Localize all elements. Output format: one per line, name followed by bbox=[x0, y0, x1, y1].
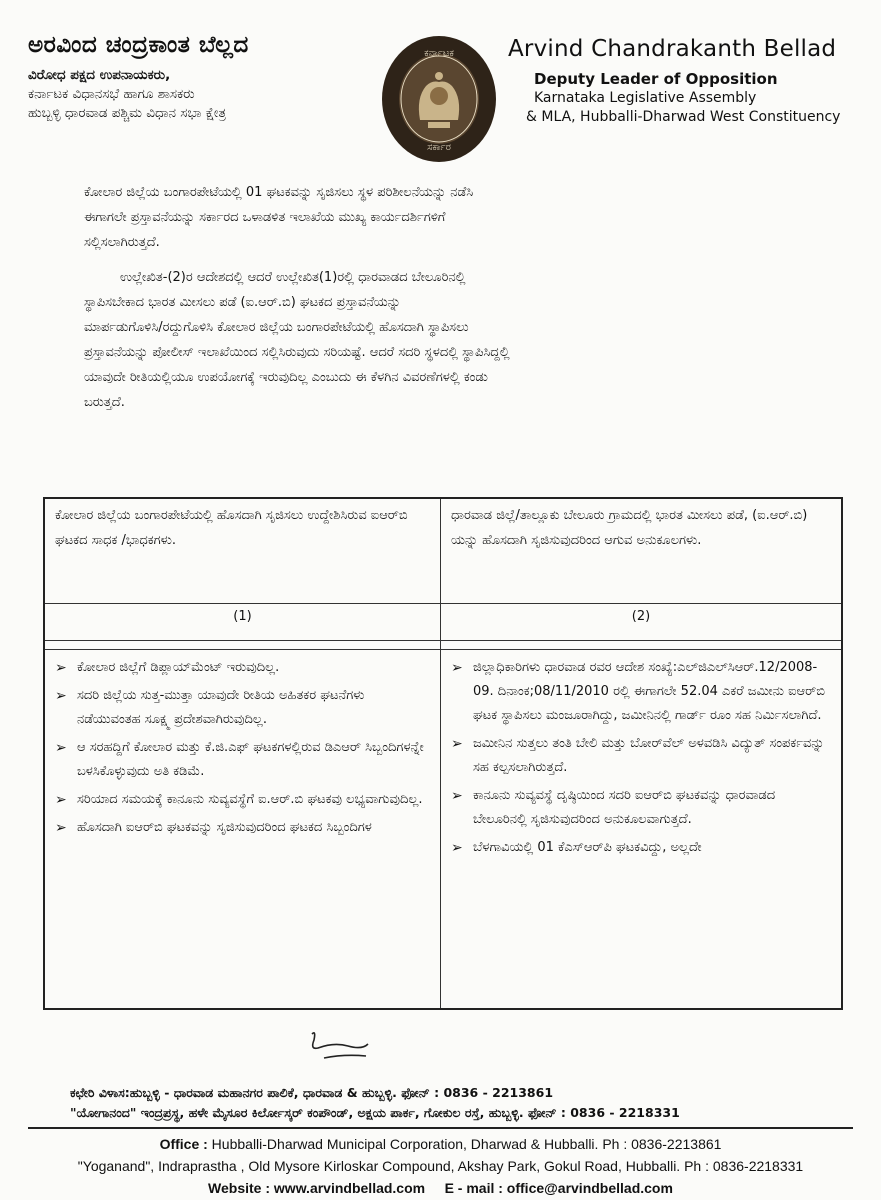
left-points-list bbox=[55, 656, 430, 840]
paragraph-line: ಸಲ್ಲಿಸಲಾಗಿರುತ್ತದೆ. bbox=[84, 235, 160, 250]
bullet-text: ಜಮೀನಿನ ಸುತ್ತಲು ತಂತಿ ಬೇಲಿ ಮತ್ತು ಬೋರ್‌ವೆಲ್ ಅಳವಡಿಸಿ ವಿದ್ಯುತ್ ಸಂಪರ್ಕವನ್ನು ಸಹ ಕಲ್ಪಸಲಾಗಿರುತ್ತದೆ. bbox=[473, 736, 825, 775]
paragraph-line: ಯಾವುದೇ ರೀತಿಯಲ್ಲಿಯೂ ಉಪಯೋಗಕ್ಕೆ ಇರುವುದಿಲ್ಲ ಎಂಬುದು ಈ ಕೆಳಗಿನ ವಿವರಣೆಗಳಲ್ಲಿ ಕಂಡು bbox=[84, 370, 488, 385]
seal-emblem-icon bbox=[382, 36, 496, 162]
paragraph-line: ಪ್ರಸ್ತಾವನೆಯನ್ನು ಪೋಲೀಸ್ ಇಲಾಖೆಯಿಂದ ಸಲ್ಲಿಸಿರುವುದು ಸರಿಯಷ್ಟೆ. ಆದರೆ ಸದರಿ ಸ್ಥಳದಲ್ಲಿ ಸ್ಥಾಪಿಸಿದ್ದಲ್ಲಿ bbox=[84, 345, 510, 360]
footer-divider bbox=[28, 1127, 853, 1129]
residence-address-kannada: "ಯೋಗಾನಂದ" ಇಂದ್ರಪ್ರಸ್ಥ, ಹಳೇ ಮೈಸೂರ ಕಿರ್ಲೋಸ್ಕರ್ ಕಂಪೌಂಡ್, ಅಕ್ಷಯ ಪಾರ್ಕ, ಗೋಕುಲ ರಸ್ತೆ, ಹುಬ್ಬಳ್ಳಿ. ಫೋನ್ : 0836 - 2218331 bbox=[70, 1105, 680, 1120]
table-body-left bbox=[44, 650, 441, 1010]
arrow-bullet-icon: ➢ bbox=[55, 820, 67, 836]
paragraph-line: ಉಲ್ಲೇಖಿತ-(2)ರ ಆದೇಶದಲ್ಲಿ ಆದರೆ ಉಲ್ಲೇಖಿತ(1)ರಲ್ಲಿ ಧಾರವಾಡದ ಬೇಲೂರಿನಲ್ಲಿ bbox=[120, 270, 466, 285]
designation-english: Deputy Leader of Opposition bbox=[534, 70, 778, 88]
table-spacer bbox=[44, 641, 441, 650]
paragraph-line: ಬರುತ್ತದೆ. bbox=[84, 395, 125, 410]
assembly-english: Karnataka Legislative Assembly bbox=[534, 90, 757, 106]
paragraph-2 bbox=[84, 265, 778, 415]
bullet-text: ಕೋಲಾರ ಜಿಲ್ಲೆಗೆ ಡಿಪ್ಲಾಯ್‌ಮೆಂಟ್ ಇರುವುದಿಲ್ಲ. bbox=[77, 660, 280, 675]
office-address-text: Hubballi-Dharwad Municipal Corporation, Dharwad & Hubballi. Ph : 0836-2213861 bbox=[207, 1136, 722, 1152]
svg-text:ಸರ್ಕಾರ: ಸರ್ಕಾರ bbox=[427, 142, 451, 153]
arrow-bullet-icon: ➢ bbox=[451, 660, 463, 676]
karnataka-government-seal bbox=[382, 36, 496, 162]
arrow-bullet-icon: ➢ bbox=[451, 736, 463, 752]
arrow-bullet-icon: ➢ bbox=[55, 740, 67, 756]
letterhead-english bbox=[508, 36, 868, 127]
column-number-left: (1) bbox=[44, 604, 441, 641]
letterhead-kannada bbox=[28, 32, 358, 123]
name-english: Arvind Chandrakanth Bellad bbox=[508, 36, 837, 62]
svg-text:ಕರ್ನಾಟಕ: ಕರ್ನಾಟಕ bbox=[424, 48, 454, 59]
bullet-point bbox=[55, 736, 430, 784]
office-address-kannada: ಕಛೇರಿ ವಿಳಾಸ:ಹುಬ್ಬಳ್ಳಿ - ಧಾರವಾಡ ಮಹಾನಗರ ಪಾಲಿಕೆ, ಧಾರವಾಡ & ಹುಬ್ಬಳ್ಳಿ. ಫೋನ್ : 0836 - 2213861 bbox=[70, 1085, 554, 1100]
assembly-kannada: ಕರ್ನಾಟಕ ವಿಧಾನಸಭೆ ಹಾಗೂ ಶಾಸಕರು bbox=[28, 86, 195, 102]
bullet-point bbox=[55, 816, 430, 840]
name-kannada: ಅರವಿಂದ ಚಂದ್ರಕಾಂತ ಬೆಲ್ಲದ bbox=[28, 32, 249, 58]
residence-address-english: "Yoganand", Indraprastha , Old Mysore Kirloskar Compound, Akshay Park, Gokul Road, Hubballi. Ph : 0836-2218331 bbox=[77, 1158, 804, 1174]
table-header-left: ಕೋಲಾರ ಜಿಲ್ಲೆಯ ಬಂಗಾರಪೇಟೆಯಲ್ಲಿ ಹೊಸದಾಗಿ ಸೃಜಿಸಲು ಉದ್ದೇಶಿಸಿರುವ ಐಆರ್‌ಬಿ ಘಟಕದ ಸಾಧಕ /ಭಾಧಕಗಳು. bbox=[44, 498, 441, 604]
arrow-bullet-icon: ➢ bbox=[55, 660, 67, 676]
column-number-right: (2) bbox=[441, 604, 843, 641]
comparison-table bbox=[43, 497, 843, 1010]
table-spacer bbox=[441, 641, 843, 650]
bullet-text: ಜಿಲ್ಲಾಧಿಕಾರಿಗಳು ಧಾರವಾಡ ರವರ ಆದೇಶ ಸಂಖ್ಯೆ:ಎಲ್‌ಜಿಎಲ್‌ಸಿಆರ್.12/2008-09. ದಿನಾಂಕ;08/11/2010 ರಲ್ಲಿ ಈಗಾಗಲೇ 52.04 ಎಕರೆ ಜಮೀನು ಐಆರ್‌ಬಿ ಘಟಕ ಸ್ಥಾಪಿಸಲು ಮಂಜೂರಾಗಿದ್ದು, ಜಮೀನಿನಲ್ಲಿ ಗಾರ್ಡ್ ರೂಂ ಸಹ ನಿರ್ಮಿಸಲಾಗಿದೆ. bbox=[473, 660, 825, 723]
bullet-point bbox=[55, 788, 430, 812]
arrow-bullet-icon: ➢ bbox=[55, 792, 67, 808]
bullet-point bbox=[55, 684, 430, 732]
arrow-bullet-icon: ➢ bbox=[55, 688, 67, 704]
bullet-text: ಬೆಳಗಾವಿಯಲ್ಲಿ 01 ಕೆಎಸ್‌ಆರ್‌ಪಿ ಘಟಕವಿದ್ದು, ಅಲ್ಲದೇ bbox=[473, 840, 702, 855]
bullet-point bbox=[451, 836, 831, 860]
contact-line bbox=[0, 1178, 881, 1198]
paragraph-line: ಮಾರ್ಪಡುಗೊಳಿಸಿ/ರದ್ದುಗೊಳಿಸಿ ಕೋಲಾರ ಜಿಲ್ಲೆಯ ಬಂಗಾರಪೇಟೆಯಲ್ಲಿ ಹೊಸದಾಗಿ ಸ್ಥಾಪಿಸಲು bbox=[84, 320, 469, 335]
bullet-point bbox=[451, 784, 831, 832]
bullet-point bbox=[55, 656, 430, 680]
office-label: Office : bbox=[159, 1136, 208, 1152]
office-address-english bbox=[0, 1134, 881, 1154]
paragraph-line: ಕೋಲಾರ ಜಿಲ್ಲೆಯ ಬಂಗಾರಪೇಟೆಯಲ್ಲಿ 01 ಘಟಕವನ್ನು ಸೃಜಿಸಲು ಸ್ಥಳ ಪರಿಶೀಲನೆಯನ್ನು ನಡೆಸಿ bbox=[84, 185, 474, 200]
bullet-point bbox=[451, 656, 831, 728]
bullet-text: ಹೊಸದಾಗಿ ಐಆರ್‌ಬಿ ಘಟಕವನ್ನು ಸೃಜಿಸುವುದರಿಂದ ಘಟಕದ ಸಿಬ್ಬಂದಿಗಳ bbox=[77, 820, 372, 835]
right-points-list bbox=[451, 656, 831, 860]
bullet-point bbox=[451, 732, 831, 780]
arrow-bullet-icon: ➢ bbox=[451, 788, 463, 804]
email-link[interactable]: E - mail : office@arvindbellad.com bbox=[444, 1180, 673, 1196]
designation-kannada: ವಿರೋಧ ಪಕ್ಷದ ಉಪನಾಯಕರು, bbox=[28, 67, 171, 83]
bullet-text: ಸರಿಯಾದ ಸಮಯಕ್ಕೆ ಕಾನೂನು ಸುವ್ಯವಸ್ಥೆಗೆ ಐ.ಆರ್.ಬಿ ಘಟಕವು ಲಭ್ಯವಾಗುವುದಿಲ್ಲ. bbox=[77, 792, 423, 807]
paragraph-1 bbox=[84, 180, 778, 255]
table-body-right bbox=[441, 650, 843, 1010]
arrow-bullet-icon: ➢ bbox=[451, 840, 463, 856]
bullet-text: ಕಾನೂನು ಸುವ್ಯವಸ್ಥೆ ದೃಷ್ಠಿಯಿಂದ ಸದರಿ ಐಆರ್‌ಬಿ ಘಟಕವನ್ನು ಧಾರವಾಡದ ಬೇಲೂರಿನಲ್ಲಿ ಸೃಜಿಸುವುದರಿಂದ ಅನುಕೂಲವಾಗುತ್ತದೆ. bbox=[473, 788, 776, 827]
table-header-right: ಧಾರವಾಡ ಜಿಲ್ಲೆ/ತಾಲ್ಲೂಕು ಬೇಲೂರು ಗ್ರಾಮದಲ್ಲಿ ಭಾರತ ಮೀಸಲು ಪಡೆ, (ಐ.ಆರ್.ಬಿ) ಯನ್ನು ಹೊಸದಾಗಿ ಸೃಜಿಸುವುದರಿಂದ ಆಗುವ ಅನುಕೂಲಗಳು. bbox=[441, 498, 843, 604]
paragraph-line: ಈಗಾಗಲೇ ಪ್ರಸ್ತಾವನೆಯನ್ನು ಸರ್ಕಾರದ ಒಳಾಡಳಿತ ಇಲಾಖೆಯ ಮುಖ್ಯ ಕಾರ್ಯದರ್ಶಿಗಳಿಗೆ bbox=[84, 210, 446, 225]
bullet-text: ಸದರಿ ಜಿಲ್ಲೆಯ ಸುತ್ತ-ಮುತ್ತಾ ಯಾವುದೇ ರೀತಿಯ ಅಹಿತಕರ ಘಟನೆಗಳು ನಡೆಯುವಂತಹ ಸೂಕ್ಷ್ಮ ಪ್ರದೇಶವಾಗಿರುವುದಿಲ್ಲ. bbox=[77, 688, 365, 727]
constituency-kannada: ಹುಬ್ಬಳ್ಳಿ ಧಾರವಾಡ ಪಶ್ಚಿಮ ವಿಧಾನ ಸಭಾ ಕ್ಷೇತ್ರ bbox=[28, 105, 227, 121]
signature bbox=[304, 1028, 374, 1068]
constituency-english: & MLA, Hubballi-Dharwad West Constituency bbox=[526, 109, 841, 125]
website-link[interactable]: Website : www.arvindbellad.com bbox=[208, 1180, 426, 1196]
paragraph-line: ಸ್ಥಾಪಿಸಬೇಕಾದ ಭಾರತ ಮೀಸಲು ಪಡೆ (ಐ.ಆರ್.ಬಿ) ಘಟಕದ ಪ್ರಸ್ತಾವನೆಯನ್ನು bbox=[84, 295, 401, 310]
bullet-text: ಆ ಸರಹದ್ದಿಗೆ ಕೋಲಾರ ಮತ್ತು ಕೆ.ಜಿ.ಎಫ್ ಘಟಕಗಳಲ್ಲಿರುವ ಡಿಎಆರ್ ಸಿಬ್ಬಂದಿಗಳನ್ನೇ ಬಳಸಿಕೊಳ್ಳುವುದು ಅತಿ ಕಡಿಮೆ. bbox=[77, 740, 424, 779]
